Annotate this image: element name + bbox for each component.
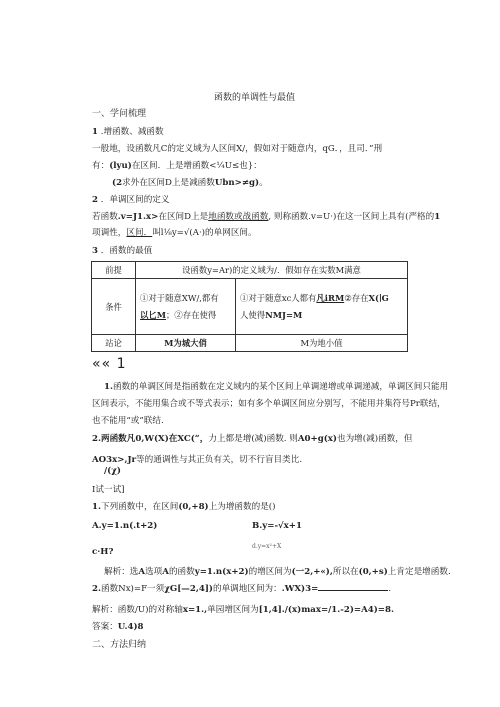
bold-run: Ubn>≠g) bbox=[214, 178, 260, 188]
bold-run: A bbox=[162, 567, 169, 577]
text-run: 上为增函数的是() bbox=[208, 502, 276, 512]
table-cell bbox=[136, 279, 236, 335]
cell-line bbox=[240, 307, 403, 324]
text-run: 在区间．上是增函数<¼U≤也}： bbox=[131, 161, 262, 171]
bold-run: .WX)3= bbox=[281, 584, 319, 594]
bold-run: 2. bbox=[92, 434, 101, 444]
text-run: 。 bbox=[259, 178, 268, 188]
section-heading-2: 二、方法归纳 bbox=[92, 640, 147, 650]
text-run: ②存在 bbox=[344, 292, 369, 303]
note-line: 区间表示，不能用集合或不等式表示；如有多个单调区间应分别写，不能用并集符号Pr联结， bbox=[92, 399, 446, 409]
table-row bbox=[92, 279, 408, 335]
text-run: 解析：函数/U)的对称轴 bbox=[92, 605, 183, 615]
subheading-3 bbox=[92, 244, 152, 256]
cell-line: ①对于随意XW/,都有 bbox=[140, 292, 219, 303]
table-cell-label: 站论 bbox=[92, 335, 136, 352]
bold-run: (lyu) bbox=[109, 161, 132, 171]
text-run: 下列函数中，在区间 bbox=[100, 502, 179, 512]
solution-1 bbox=[104, 565, 451, 577]
option-c: c·H? bbox=[92, 547, 114, 557]
text-run: 答案： bbox=[92, 622, 118, 632]
text-run: 若函数 bbox=[92, 212, 118, 222]
question-1 bbox=[92, 500, 276, 512]
subheading-number: 2 bbox=[92, 195, 98, 205]
option-a: A.y=1.n(.t+2) bbox=[92, 521, 158, 531]
text-run: 在区间D上是 bbox=[158, 212, 209, 222]
text-run: 等的通调性与其正负有关，切不行盲目类比. bbox=[136, 455, 303, 465]
text-run: ①对于随意xc人都有 bbox=[240, 292, 317, 303]
underlined-run: 区间． bbox=[126, 228, 153, 238]
text-run: 函数的单调区间是指函数在定义域内的某个区间上单调递增或单调递减，单调区间只能用 bbox=[112, 382, 449, 392]
bold-run: 1. bbox=[92, 502, 101, 512]
definition-line bbox=[92, 210, 440, 222]
text-run: 解析：选 bbox=[104, 567, 139, 577]
text-run: 上肯定是增函数. bbox=[387, 567, 451, 577]
subheading-text: ．单调区间的定义 bbox=[100, 195, 170, 205]
text-run: 力上都是增(减)函数. 则 bbox=[208, 434, 298, 444]
bold-run: U.4)8 bbox=[117, 622, 144, 632]
bold-run: NMJ=M bbox=[265, 309, 303, 320]
note-line bbox=[92, 453, 302, 465]
note-line bbox=[92, 432, 412, 444]
subheading-1 bbox=[92, 125, 164, 137]
bold-run: 以匕M bbox=[140, 309, 167, 320]
option-d: d.y=x²+X bbox=[252, 543, 282, 550]
text-run: 有： bbox=[92, 161, 110, 171]
text-run: , 则称函数.v=U·)在这一区间上具有(严格的 bbox=[268, 212, 435, 222]
table-cell: 设函数y=Ar)的定义域为/．假如存在实数M满意 bbox=[136, 262, 408, 279]
text-run: 单园增区间为 bbox=[207, 605, 259, 615]
text-run: 的单调地区间为： bbox=[212, 584, 282, 594]
practice-heading: I试一试] bbox=[92, 485, 125, 495]
text-run: 叫l⅛y=√(A·)的单网区间。 bbox=[152, 228, 257, 238]
bold-run: χG[—2,4]) bbox=[164, 584, 213, 594]
bold-run: (0,+s) bbox=[358, 567, 388, 577]
bold-run: (0,+8) bbox=[178, 502, 209, 512]
text-run: 人使得 bbox=[240, 309, 266, 320]
text-run: 所以在 bbox=[332, 567, 359, 577]
table-row bbox=[92, 335, 408, 352]
answer-blank bbox=[318, 582, 388, 591]
bold-run: 1 bbox=[434, 212, 441, 222]
question-2 bbox=[92, 582, 391, 594]
note-line bbox=[104, 380, 448, 392]
page-title: 函数的单调性与最值 bbox=[214, 93, 296, 103]
bold-run: A0+g(x) bbox=[297, 434, 337, 444]
table-cell: M为城大俏 bbox=[136, 335, 236, 352]
text-run: 的增区间为 bbox=[248, 567, 292, 577]
table-cell: M为地小值 bbox=[236, 335, 408, 352]
bold-run: [1,4]./(x)max=/1.-2)=A4)=8. bbox=[258, 605, 394, 615]
bold-run: 2. bbox=[92, 584, 101, 594]
table-cell-label: 前提 bbox=[92, 262, 136, 279]
bold-run: AO3x>,Jr bbox=[92, 455, 137, 465]
text-run: ；②存在使得 bbox=[166, 309, 217, 320]
subheading-text: ．函数的最值 bbox=[100, 246, 153, 256]
text-run: 也为增(减)函数，但 bbox=[336, 434, 413, 444]
table-cell bbox=[236, 279, 408, 335]
text-run: 求外在区间D上是减函数 bbox=[122, 178, 215, 188]
note-line: 也不能用“或”联结. bbox=[92, 416, 164, 426]
text-run: 选项 bbox=[145, 567, 163, 577]
subheading-2 bbox=[92, 193, 169, 205]
cell-line bbox=[140, 307, 231, 324]
bold-run: y=1.n(x+2) bbox=[194, 567, 249, 577]
bold-run: .v=J1.x> bbox=[117, 212, 159, 222]
bold-run: (一2,+«), bbox=[291, 567, 333, 577]
bold-run: (2 bbox=[112, 178, 123, 188]
definition-line bbox=[92, 226, 257, 238]
bold-run: 凡iRM bbox=[316, 292, 345, 303]
definition-line: 一般地，设函数凡C的定义域为人区间X/，假如对于随意内，qG．，且司．”刑 bbox=[92, 144, 383, 154]
subheading-text: .增函数、减函数 bbox=[100, 127, 164, 137]
subheading-number: 1 bbox=[92, 127, 98, 137]
table-row bbox=[92, 262, 408, 279]
text-run: 项调性， bbox=[92, 228, 127, 238]
text-run: 函数Nx)=F一须 bbox=[100, 584, 165, 594]
section-heading-1: 一、学问梳理 bbox=[92, 109, 147, 119]
definition-line bbox=[92, 159, 262, 171]
option-b: B.y=-√x+1 bbox=[252, 521, 302, 531]
answer-line bbox=[92, 620, 144, 632]
table-cell-label: 条件 bbox=[92, 279, 136, 335]
underlined-run: 地函数或战函数 bbox=[208, 212, 269, 222]
definition-line bbox=[112, 176, 268, 188]
text-run: . bbox=[388, 584, 392, 594]
bold-run: 两函数凡0,W(X)在XC(“， bbox=[100, 434, 209, 444]
note-line: /(χ) bbox=[104, 466, 121, 476]
max-min-table bbox=[91, 261, 408, 352]
bold-run: A bbox=[138, 567, 146, 577]
section-marker: «« 1 bbox=[92, 356, 127, 372]
bold-run: X(∣G bbox=[368, 292, 389, 303]
bold-run: x=1., bbox=[182, 605, 208, 615]
solution-2 bbox=[92, 603, 394, 615]
subheading-number: 3 bbox=[92, 246, 98, 256]
bold-run: 1. bbox=[104, 382, 113, 392]
cell-line bbox=[240, 290, 403, 307]
text-run: 的函数 bbox=[168, 567, 195, 577]
